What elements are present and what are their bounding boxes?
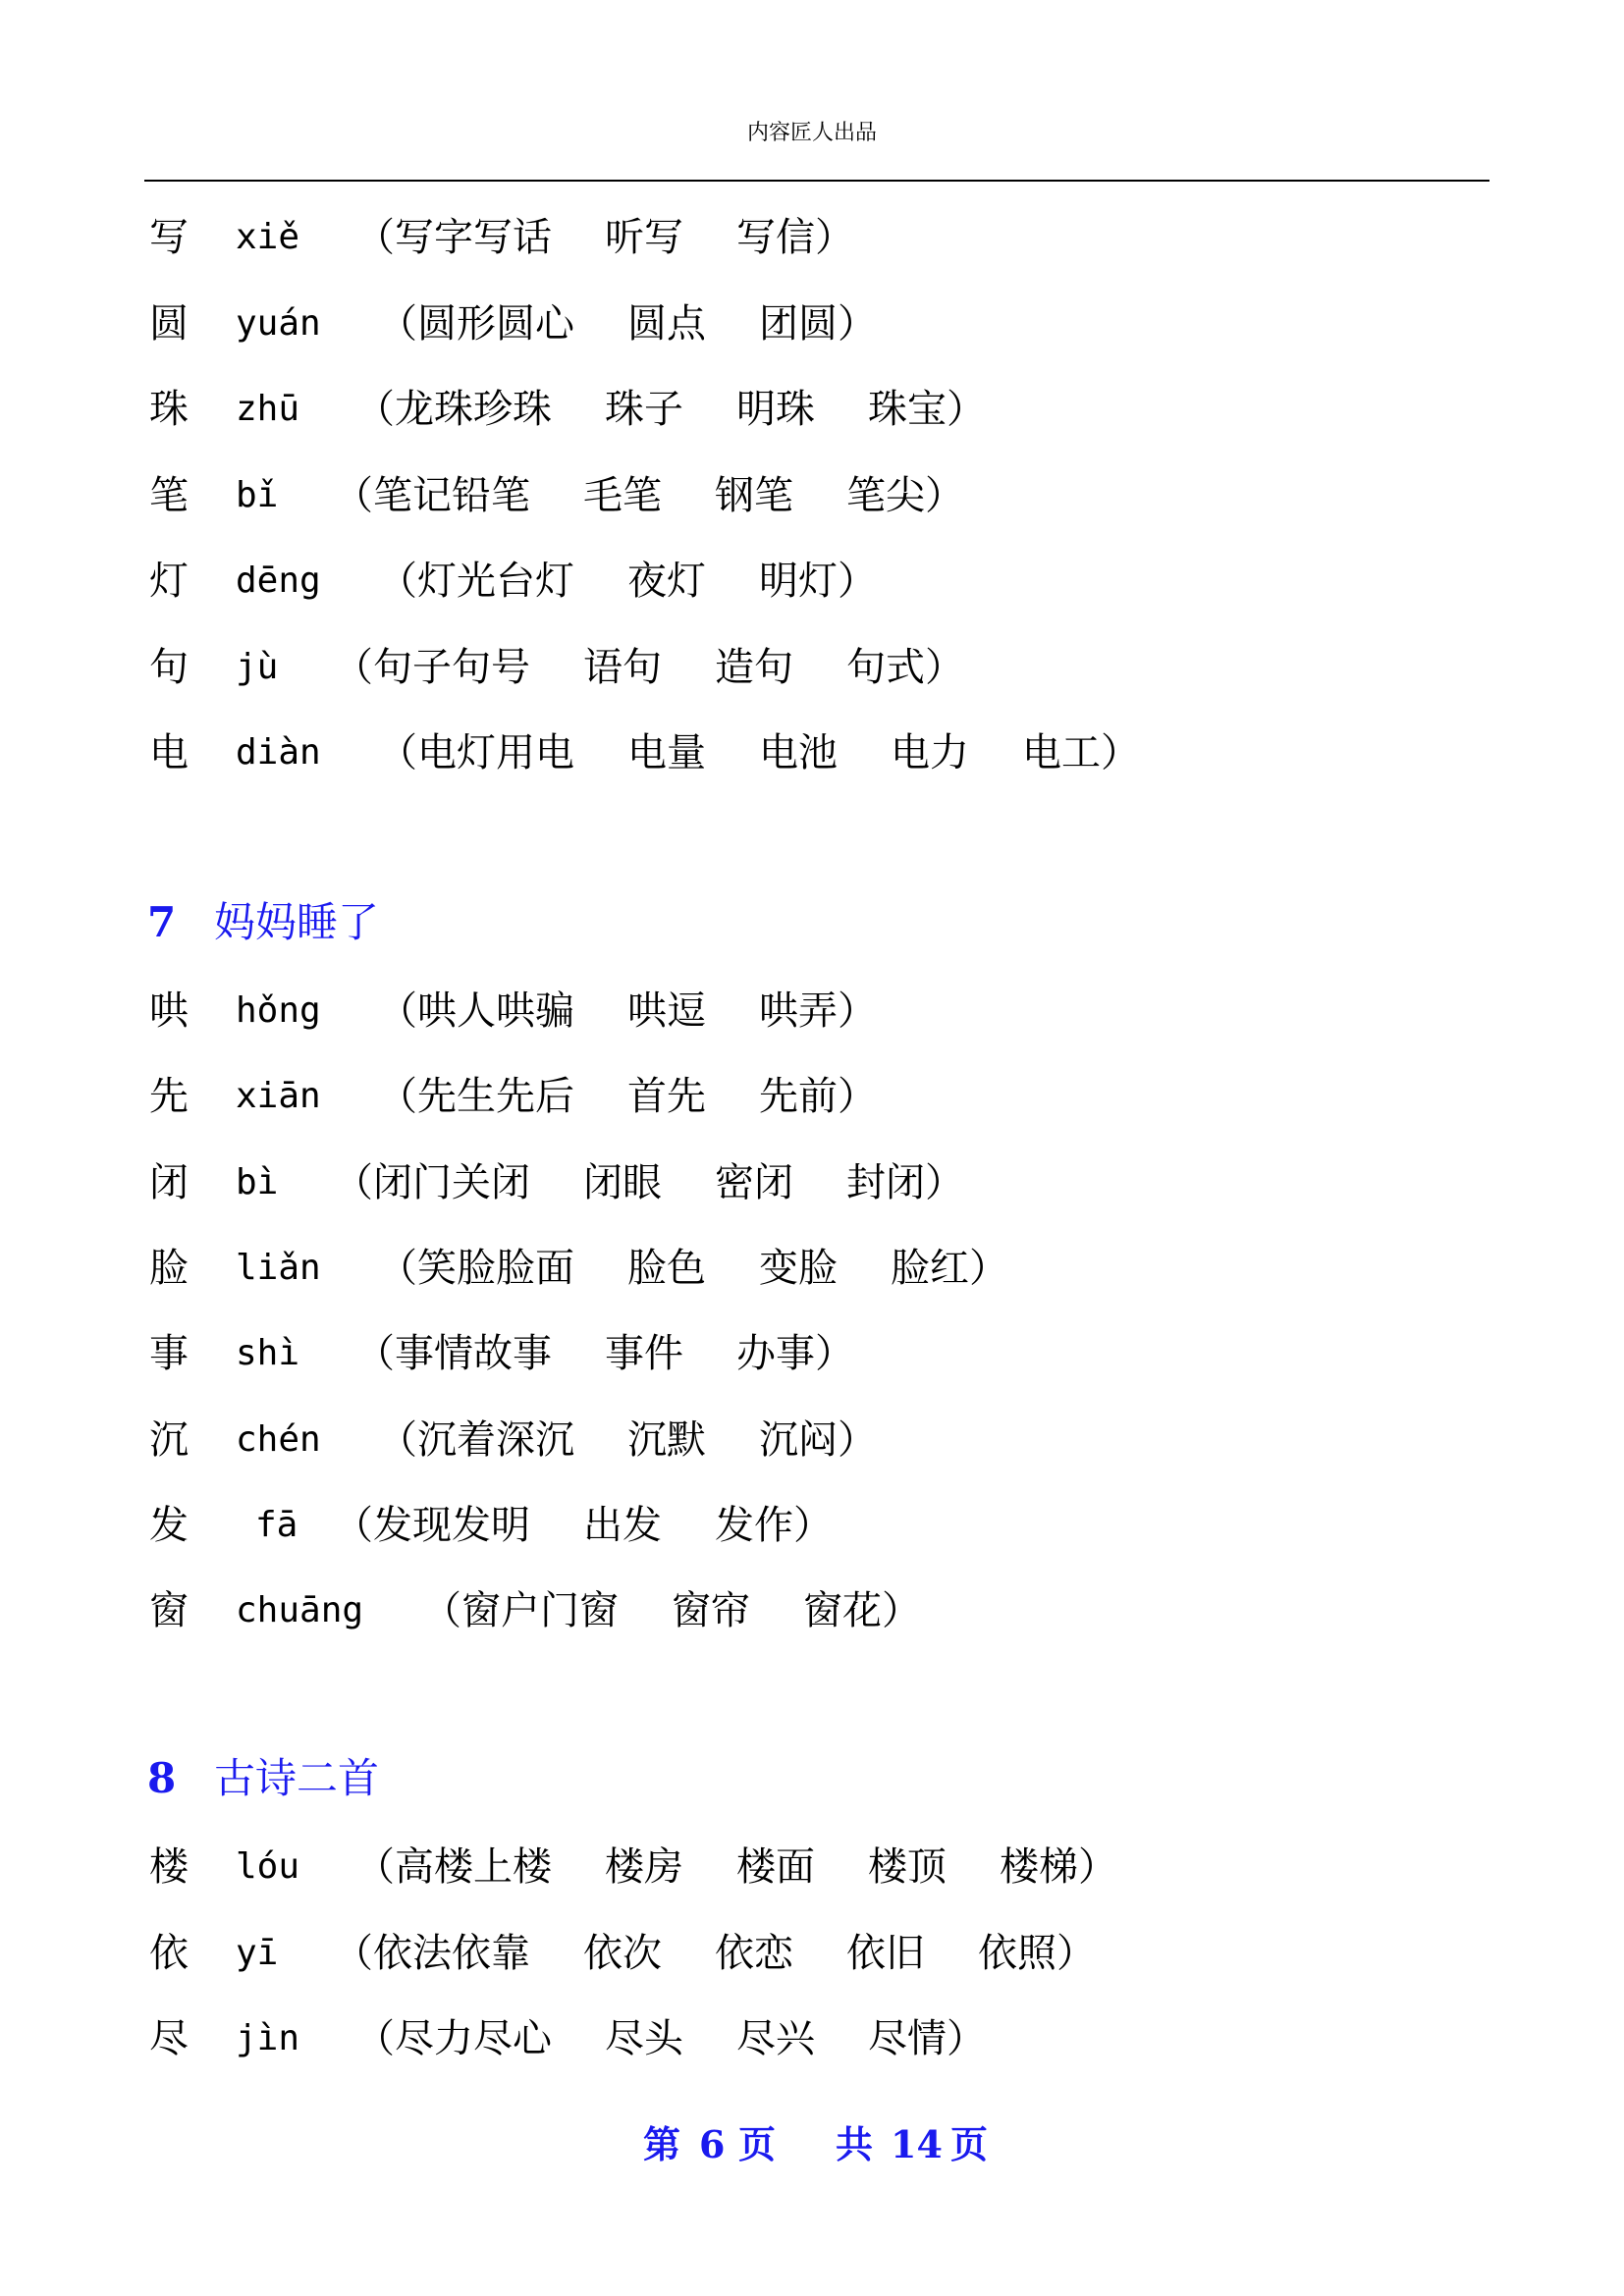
vocab-word: 深沉: [496, 1417, 574, 1463]
vocab-word: 脸色: [627, 1246, 706, 1291]
vocab-entry: [0, 213, 1624, 262]
page-footer: [0, 2120, 1624, 2169]
vocab-word: 钢笔: [715, 473, 793, 518]
vocab-word: 圆点: [627, 301, 706, 347]
vocab-word: 明珠: [736, 387, 815, 432]
vocab-word: （电灯: [378, 730, 496, 775]
vocab-word: 毛笔: [583, 473, 662, 518]
vocab-entry: [0, 1244, 1624, 1293]
section-number: 8: [147, 1754, 177, 1802]
vocab-character: 依: [149, 1931, 189, 1976]
vocab-pinyin: yuán: [236, 303, 321, 344]
vocab-entry: [0, 728, 1624, 777]
vocab-word: 故事: [473, 1331, 552, 1376]
vocab-character: 珠: [149, 387, 189, 432]
vocab-entry: [0, 385, 1624, 434]
vocab-word: 珍珠: [473, 387, 552, 432]
vocab-word: 珠宝）: [868, 387, 986, 432]
vocab-word: 先前）: [759, 1074, 877, 1119]
section-title-text: 古诗二首: [214, 1754, 380, 1802]
vocab-word: 句号: [452, 645, 530, 690]
footer-total-post: 页: [950, 2122, 989, 2166]
vocab-word: 发明: [452, 1503, 530, 1548]
vocab-character: 电: [149, 730, 189, 775]
vocab-word: 首先: [627, 1074, 706, 1119]
vocab-entry: [0, 2014, 1624, 2063]
vocab-word: 窗帘: [672, 1588, 750, 1633]
vocab-word: （沉着: [378, 1417, 496, 1463]
vocab-word: 变脸: [759, 1246, 838, 1291]
vocab-word: 电力: [891, 730, 969, 775]
vocab-word: 楼顶: [868, 1844, 947, 1890]
vocab-pinyin: xiě: [236, 217, 300, 257]
vocab-character: 尽: [149, 2016, 189, 2061]
vocab-character: 闭: [149, 1160, 189, 1205]
vocab-character: 脸: [149, 1246, 189, 1291]
vocab-word: 密闭: [715, 1160, 793, 1205]
vocab-word: 句式）: [846, 645, 964, 690]
vocab-character: 圆: [149, 301, 189, 347]
vocab-word: （句子: [334, 645, 452, 690]
vocab-word: 台灯: [496, 559, 574, 604]
vocab-pinyin: shì: [236, 1333, 300, 1373]
vocab-character: 灯: [149, 559, 189, 604]
vocab-word: 写话: [473, 215, 552, 260]
vocab-word: 用电: [496, 730, 574, 775]
vocab-word: 电工）: [1022, 730, 1140, 775]
footer-page-pre: 第: [643, 2122, 681, 2166]
vocab-word: 楼梯）: [1000, 1844, 1117, 1890]
vocab-word: 闭眼: [583, 1160, 662, 1205]
vocab-character: 事: [149, 1331, 189, 1376]
vocab-word: （笑脸: [378, 1246, 496, 1291]
vocab-word: （事情: [355, 1331, 473, 1376]
vocab-entry: [0, 987, 1624, 1036]
vocab-character: 笔: [149, 473, 189, 518]
vocab-entry: [0, 1501, 1624, 1550]
vocab-word: 电量: [627, 730, 706, 775]
vocab-word: 脸面: [496, 1246, 574, 1291]
vocab-pinyin: hǒng: [236, 990, 321, 1031]
vocab-character: 发: [149, 1503, 189, 1548]
footer-total-pre: 共: [836, 2122, 874, 2166]
vocab-word: 发作）: [715, 1503, 833, 1548]
vocab-word: 笔尖）: [846, 473, 964, 518]
vocab-pinyin: liǎn: [236, 1248, 321, 1288]
footer-page-num: 6: [699, 2122, 726, 2166]
vocab-character: 句: [149, 645, 189, 690]
vocab-word: 尽情）: [868, 2016, 986, 2061]
vocab-word: 电池: [759, 730, 838, 775]
vocab-word: 圆心: [496, 301, 574, 347]
vocab-word: 沉默: [627, 1417, 706, 1463]
vocab-word: 语句: [583, 645, 662, 690]
vocab-word: 办事）: [736, 1331, 854, 1376]
footer-total-num: 14: [891, 2122, 943, 2166]
vocab-word: （哄人: [378, 988, 496, 1034]
vocab-word: （高楼: [355, 1844, 473, 1890]
vocab-word: 听写: [605, 215, 683, 260]
vocab-pinyin: xiān: [236, 1076, 321, 1116]
section-number: 7: [147, 898, 177, 946]
vocab-entry: [0, 557, 1624, 606]
vocab-pinyin: fā: [255, 1505, 298, 1545]
vocab-word: 脸红）: [891, 1246, 1008, 1291]
vocab-word: （笔记: [334, 473, 452, 518]
vocab-word: 封闭）: [846, 1160, 964, 1205]
section-title-text: 妈妈睡了: [214, 898, 380, 946]
vocab-word: 造句: [715, 645, 793, 690]
vocab-word: （依法: [334, 1931, 452, 1976]
vocab-word: 明灯）: [759, 559, 877, 604]
vocab-pinyin: bì: [236, 1162, 279, 1202]
vocab-word: （闭门: [334, 1160, 452, 1205]
header-divider: [144, 180, 1489, 182]
vocab-word: 依恋: [715, 1931, 793, 1976]
vocab-word: 出发: [583, 1503, 662, 1548]
vocab-word: 依次: [583, 1931, 662, 1976]
vocab-word: 团圆）: [759, 301, 877, 347]
vocab-word: （圆形: [378, 301, 496, 347]
vocab-word: （尽力: [355, 2016, 473, 2061]
vocab-word: 依靠: [452, 1931, 530, 1976]
vocab-entry: [0, 1929, 1624, 1978]
vocab-word: 尽心: [473, 2016, 552, 2061]
vocab-character: 沉: [149, 1417, 189, 1463]
vocab-word: （窗户: [422, 1588, 540, 1633]
vocab-pinyin: dēng: [236, 561, 321, 601]
vocab-word: 珠子: [605, 387, 683, 432]
vocab-word: 门窗: [540, 1588, 619, 1633]
vocab-entry: [0, 1072, 1624, 1121]
vocab-pinyin: diàn: [236, 732, 321, 773]
vocab-word: （先生: [378, 1074, 496, 1119]
vocab-pinyin: bǐ: [236, 475, 279, 515]
vocab-word: 事件: [605, 1331, 683, 1376]
vocab-word: 上楼: [473, 1844, 552, 1890]
vocab-word: 沉闷）: [759, 1417, 877, 1463]
vocab-word: 关闭: [452, 1160, 530, 1205]
vocab-entry: [0, 299, 1624, 348]
vocab-word: 依旧: [846, 1931, 925, 1976]
page-header: 内容匠人出品: [746, 121, 877, 145]
vocab-pinyin: chuāng: [236, 1590, 364, 1630]
vocab-word: （写字: [355, 215, 473, 260]
vocab-entry: [0, 643, 1624, 692]
vocab-entry: [0, 1158, 1624, 1207]
vocab-entry: [0, 1586, 1624, 1635]
vocab-pinyin: lóu: [236, 1846, 300, 1887]
vocab-entry: [0, 1329, 1624, 1378]
vocab-word: 尽兴: [736, 2016, 815, 2061]
vocab-pinyin: yī: [236, 1933, 279, 1973]
vocab-word: 先后: [496, 1074, 574, 1119]
vocab-word: 楼房: [605, 1844, 683, 1890]
vocab-pinyin: jìn: [236, 2018, 300, 2058]
vocab-word: 哄逗: [627, 988, 706, 1034]
vocab-word: （发现: [334, 1503, 452, 1548]
vocab-word: 楼面: [736, 1844, 815, 1890]
vocab-character: 写: [149, 215, 189, 260]
vocab-entry: [0, 471, 1624, 520]
vocab-entry: [0, 1415, 1624, 1465]
vocab-word: （灯光: [378, 559, 496, 604]
vocab-pinyin: jù: [236, 647, 279, 687]
vocab-word: （龙珠: [355, 387, 473, 432]
vocab-word: 写信）: [736, 215, 854, 260]
vocab-word: 依照）: [978, 1931, 1096, 1976]
vocab-character: 楼: [149, 1844, 189, 1890]
vocab-word: 窗花）: [803, 1588, 921, 1633]
vocab-character: 先: [149, 1074, 189, 1119]
vocab-word: 夜灯: [627, 559, 706, 604]
vocab-word: 哄弄）: [759, 988, 877, 1034]
footer-page-post: 页: [738, 2122, 777, 2166]
vocab-word: 尽头: [605, 2016, 683, 2061]
vocab-word: 哄骗: [496, 988, 574, 1034]
vocab-character: 哄: [149, 988, 189, 1034]
vocab-word: 铅笔: [452, 473, 530, 518]
vocab-entry: [0, 1842, 1624, 1892]
vocab-character: 窗: [149, 1588, 189, 1633]
vocab-pinyin: zhū: [236, 389, 300, 429]
vocab-pinyin: chén: [236, 1419, 321, 1460]
